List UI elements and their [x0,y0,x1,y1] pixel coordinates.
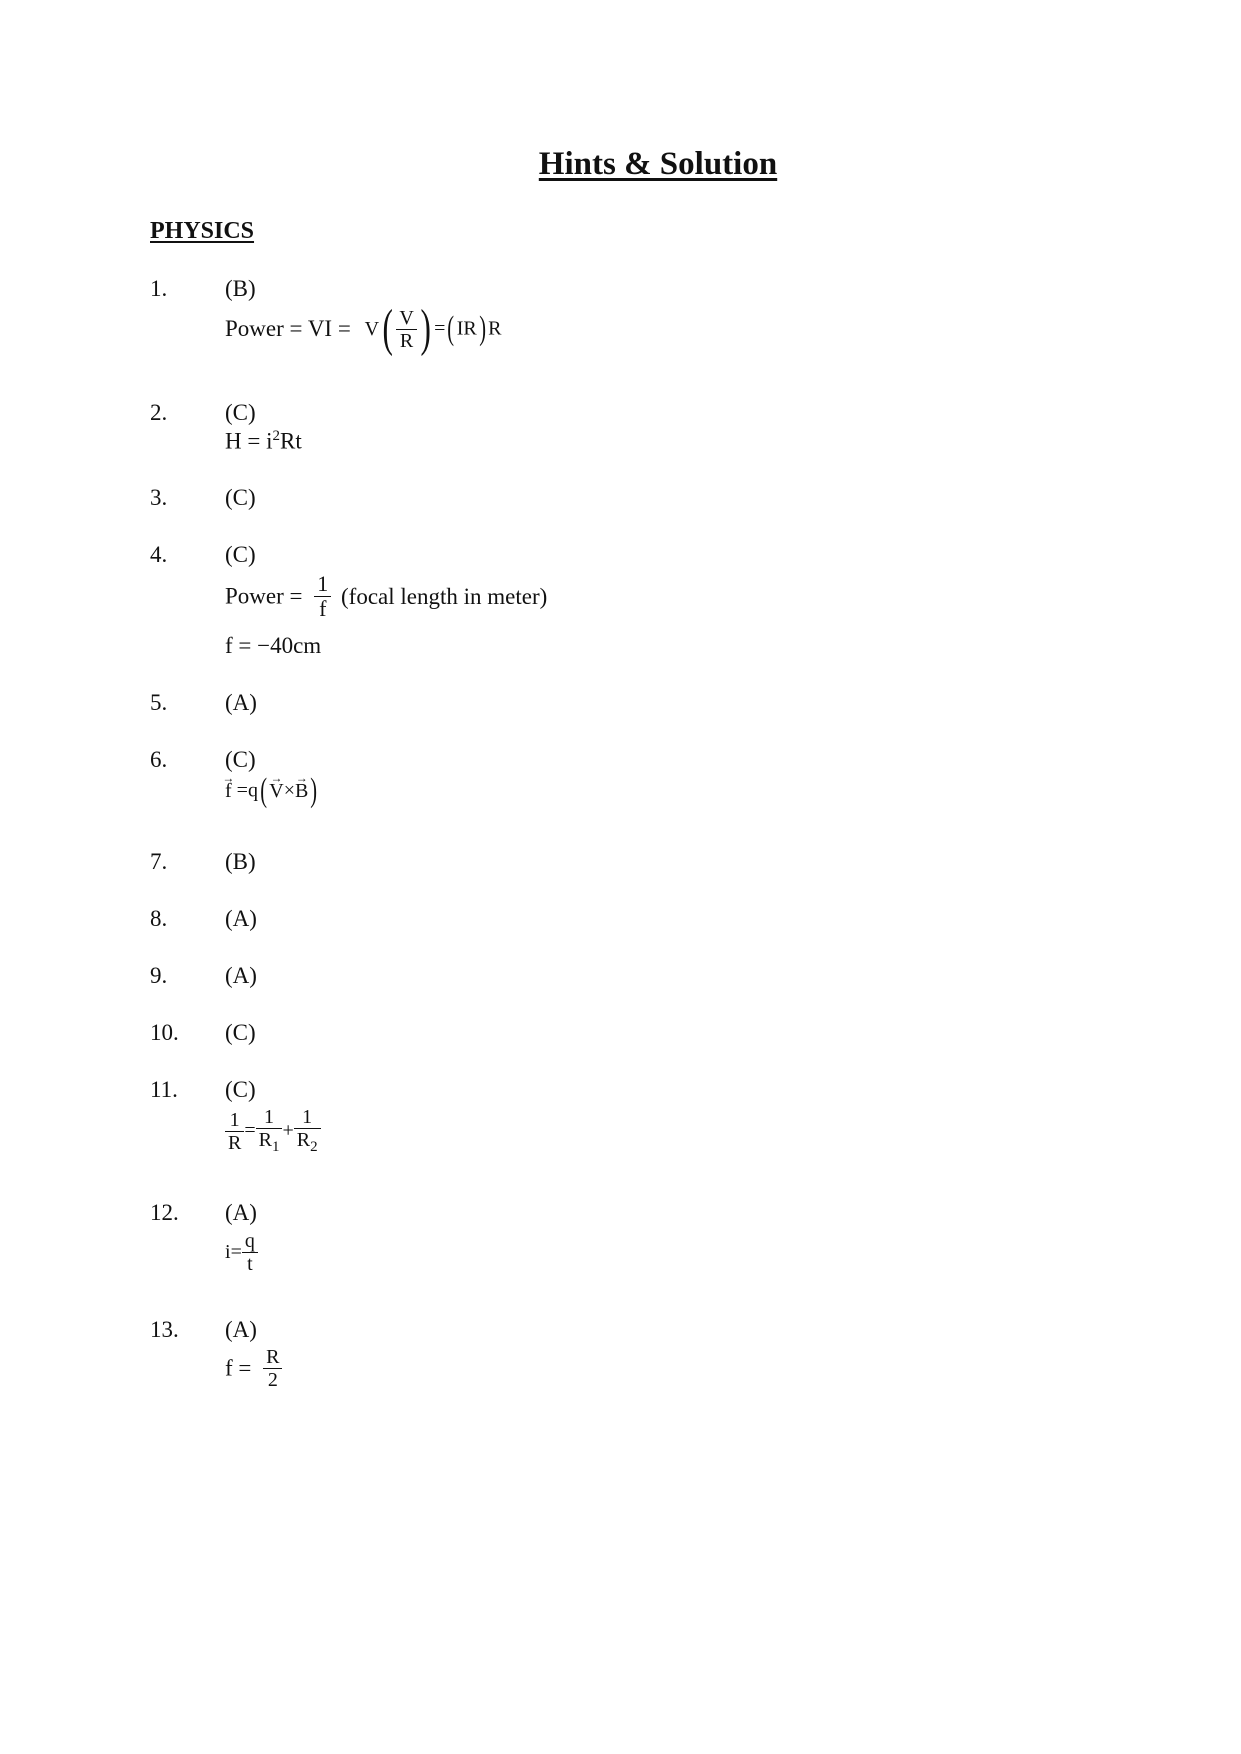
answer-option: (A) [225,963,257,988]
fraction [242,1230,258,1275]
formula-text: i [225,1241,231,1263]
denominator: R [399,329,414,352]
fraction [294,1106,321,1156]
answer-option: (C) [225,400,256,425]
fraction [314,572,331,621]
formula-text: R [258,1129,272,1151]
focal-length-value: f = −40cm [225,633,322,658]
plus-sign: + [282,1119,294,1142]
exponent: 2 [272,428,280,444]
formula-text: Power = [225,583,303,609]
lorentz-force-formula [225,774,320,808]
denominator [294,1129,321,1156]
formula-text: (focal length in meter) [341,583,548,609]
numerator: 1 [225,1109,244,1132]
question-number: 7. [150,849,168,874]
right-paren: ) [420,300,431,357]
numerator: R [263,1346,282,1369]
left-paren: ( [382,300,393,357]
formula-text: R [296,1129,311,1151]
formula-text: =q [236,779,258,802]
page-title: Hints & Solution [538,146,778,182]
denominator: 2 [267,1369,278,1391]
numerator: 1 [256,1106,283,1129]
right-paren: ) [479,310,486,347]
subscript: 1 [271,1139,280,1155]
fraction [396,307,416,352]
left-paren: ( [447,310,455,347]
question-number: 5. [150,690,168,715]
denominator: f [319,596,327,621]
mirror-focal-formula [225,1346,282,1391]
formula-text: H = i [225,428,273,454]
answer-option: (B) [225,849,256,874]
question-number: 3. [150,485,168,510]
question-number: 4. [150,542,168,567]
question-number: 12. [150,1200,179,1225]
heat-formula [225,428,302,455]
section-heading-physics: PHYSICS [150,218,255,244]
answer-option: (C) [225,1077,256,1102]
answer-option: (C) [225,542,256,567]
answer-option: (B) [225,276,256,301]
answer-option: (C) [225,1020,256,1045]
left-paren: ( [260,772,268,809]
fraction [225,1109,244,1154]
cross-sign: × [283,779,296,802]
power-formula [225,300,502,357]
equals-sign: = [230,1241,242,1263]
fraction [263,1346,282,1391]
answer-option: (A) [225,906,257,931]
question-number: 2. [150,400,168,425]
numerator: q [242,1230,258,1253]
vector-v: → V [269,780,283,803]
question-number: 13. [150,1317,179,1342]
formula-text: R [488,317,502,340]
answer-option: (A) [225,1317,257,1342]
current-formula [225,1230,258,1275]
answer-option: (C) [225,485,256,510]
formula-text: Power = VI = [225,316,351,341]
numerator: 1 [294,1106,321,1129]
denominator: t [247,1253,253,1275]
question-number: 11. [150,1077,178,1102]
question-number: 8. [150,906,168,931]
formula-text: f = [225,1355,252,1381]
formula-text: Rt [279,428,302,454]
question-number: 9. [150,963,168,988]
parallel-resistance-formula [225,1106,321,1156]
formula-text: IR [456,317,477,340]
numerator: V [396,307,416,330]
equals-sign: = [434,317,446,340]
question-number: 1. [150,276,168,301]
vector-b: → B [295,780,308,803]
answer-option: (A) [225,690,257,715]
subscript: 2 [310,1139,318,1155]
right-paren: ) [310,772,318,809]
answer-option: (A) [225,1200,257,1225]
fraction [256,1106,283,1156]
answer-option: (C) [225,747,256,772]
lens-power-formula [225,572,547,621]
numerator: 1 [314,572,331,597]
question-number: 10. [150,1020,179,1045]
equals-sign: = [244,1119,256,1142]
denominator: R [228,1131,242,1154]
denominator [256,1129,283,1156]
vector-f: → f [225,780,232,803]
question-number: 6. [150,747,168,772]
formula-text: V [364,317,380,340]
